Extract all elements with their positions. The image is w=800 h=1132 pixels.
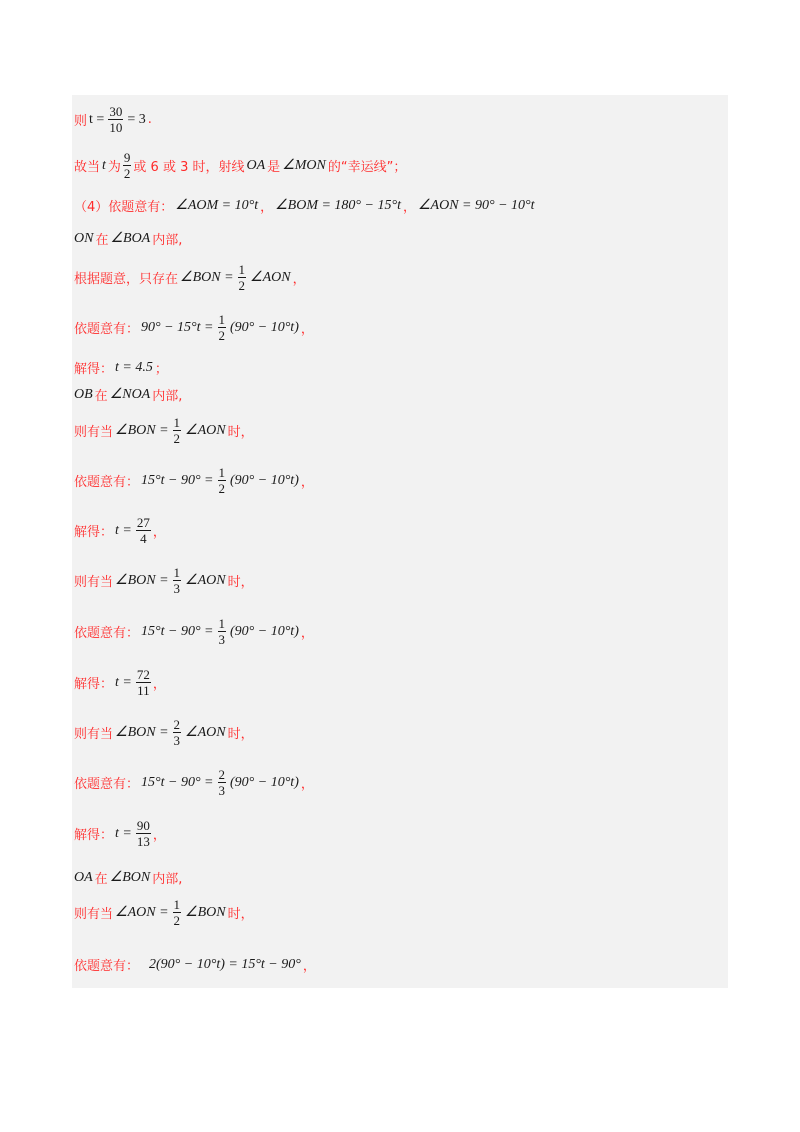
solution-line-19 xyxy=(74,897,254,928)
text: 则有当 xyxy=(74,575,114,590)
solution-line-6 xyxy=(74,312,314,343)
fraction: $\frac{1}{3}$ xyxy=(218,616,225,647)
text: ， xyxy=(300,322,314,337)
math-expr: ∠BON = xyxy=(115,423,169,438)
solution-line-14 xyxy=(74,667,166,698)
text: 时， xyxy=(227,727,254,742)
text: 时， xyxy=(227,907,254,922)
text: 时， xyxy=(227,425,254,440)
math-expr: OA xyxy=(246,157,266,173)
text: 依题意有： xyxy=(74,626,140,641)
fraction: $\frac{2}{3}$ xyxy=(173,717,181,748)
text: 解得： xyxy=(74,525,114,540)
text: ， xyxy=(152,525,166,540)
text: 为 xyxy=(107,160,121,175)
solution-line-18 xyxy=(74,868,182,887)
fraction: $\frac{1}{2}$ xyxy=(218,312,225,343)
solution-line-13 xyxy=(74,616,314,647)
text: 解得： xyxy=(74,677,114,692)
text: 依题意有： xyxy=(74,475,140,490)
text: ， xyxy=(300,626,314,641)
text: 内部, xyxy=(152,233,183,248)
text: 在 xyxy=(94,872,108,887)
solution-line-16 xyxy=(74,767,314,798)
text: 则 xyxy=(74,114,88,129)
fraction: $\frac{1}{3}$ xyxy=(173,565,181,596)
solution-line-5 xyxy=(74,262,306,293)
math-expr: 90° − 15°t = xyxy=(141,319,214,335)
text: 则有当 xyxy=(74,425,114,440)
fraction: $\frac{72}{11}$ xyxy=(136,667,150,698)
text: ， xyxy=(292,272,306,287)
solution-line-20 xyxy=(74,955,316,974)
text: ， xyxy=(300,777,314,792)
math-expr: OA xyxy=(74,869,93,885)
fraction: $\frac{2}{3}$ xyxy=(218,767,225,798)
text: ， xyxy=(302,959,316,974)
math-expr: ∠AON = 90° − 10°t xyxy=(417,198,535,213)
text: ， xyxy=(260,200,274,215)
math-expr: ∠AON = xyxy=(115,905,169,920)
solution-line-1 xyxy=(74,104,152,135)
math-expr: t = 4.5 xyxy=(115,359,153,375)
math-expr: ∠AON xyxy=(250,270,291,285)
math-expr: (90° − 10°t) xyxy=(230,472,299,488)
math-expr: 2(90° − 10°t) = 15°t − 90° xyxy=(149,956,301,972)
text: 或 6 或 3 时，射线 xyxy=(133,160,245,175)
math-expr: 15°t − 90° = xyxy=(141,472,214,488)
text: ， xyxy=(152,828,166,843)
fraction: $\frac{9}{2}$ xyxy=(123,150,131,181)
math-expr: ∠AON xyxy=(185,573,226,588)
math-expr: 15°t − 90° = xyxy=(141,774,214,790)
text: 解得： xyxy=(74,828,114,843)
solution-line-15 xyxy=(74,717,254,748)
text: 是 xyxy=(267,160,281,175)
math-expr: = 3 xyxy=(127,111,146,127)
solution-line-10 xyxy=(74,465,314,496)
math-expr: ∠AON xyxy=(185,423,226,438)
solution-line-2 xyxy=(74,150,406,181)
math-expr: (90° − 10°t) xyxy=(230,774,299,790)
text: 在 xyxy=(95,233,109,248)
text: 的“幸运线”； xyxy=(327,160,407,175)
text: ， xyxy=(402,200,416,215)
text: 内部, xyxy=(152,389,183,404)
text: ， xyxy=(300,475,314,490)
text: 依题意有： xyxy=(74,322,140,337)
text: . xyxy=(147,112,152,127)
math-expr: ∠AON xyxy=(185,725,226,740)
solution-line-12 xyxy=(74,565,254,596)
text: 根据题意，只存在 xyxy=(74,272,179,287)
fraction: $\frac{1}{2}$ xyxy=(173,897,181,928)
math-expr: ∠MON xyxy=(282,158,326,173)
math-expr: ∠BON = xyxy=(115,725,169,740)
text: 依题意有： xyxy=(74,959,140,974)
fraction: $\frac{1}{2}$ xyxy=(173,415,181,446)
text: 在 xyxy=(94,389,108,404)
fraction: $\frac{90}{13}$ xyxy=(136,818,150,849)
solution-line-3 xyxy=(74,196,537,215)
math-expr: t = xyxy=(115,674,132,690)
text: ， xyxy=(152,677,166,692)
math-expr: ∠NOA xyxy=(109,387,151,402)
solution-line-4 xyxy=(74,229,182,248)
math-expr: t = xyxy=(115,522,132,538)
text: 内部, xyxy=(152,872,183,887)
math-expr: 15°t − 90° = xyxy=(141,623,214,639)
solution-line-9 xyxy=(74,415,254,446)
math-expr: t xyxy=(102,157,106,173)
math-expr: t = xyxy=(89,111,105,127)
text: （4）依题意有： xyxy=(74,200,174,215)
math-expr: (90° − 10°t) xyxy=(230,319,299,335)
math-expr: ∠BON = xyxy=(115,573,169,588)
text: 依题意有： xyxy=(74,777,140,792)
math-expr: (90° − 10°t) xyxy=(230,623,299,639)
math-expr: ∠BON xyxy=(109,870,151,885)
math-expr: t = xyxy=(115,825,132,841)
solution-line-11 xyxy=(74,515,166,546)
solution-line-8 xyxy=(74,385,182,404)
text: 则有当 xyxy=(74,727,114,742)
math-expr: ∠BOM = 180° − 15°t xyxy=(275,198,401,213)
math-expr: ∠BON = xyxy=(180,270,234,285)
text: 故当 xyxy=(74,160,101,175)
solution-line-7 xyxy=(74,358,168,377)
math-expr: ∠BOA xyxy=(110,231,151,246)
text: 解得： xyxy=(74,362,114,377)
fraction: $\frac{1}{2}$ xyxy=(218,465,225,496)
math-expr: OB xyxy=(74,386,93,402)
text: 时， xyxy=(227,575,254,590)
math-expr: ∠AOM = 10°t xyxy=(175,198,259,213)
math-expr: ∠BON xyxy=(185,905,226,920)
math-expr: ON xyxy=(74,230,94,246)
text: ； xyxy=(154,362,168,377)
fraction: $\frac{1}{2}$ xyxy=(238,262,246,293)
text: 则有当 xyxy=(74,907,114,922)
fraction: $\frac{30}{10}$ xyxy=(109,104,123,135)
solution-line-17 xyxy=(74,818,166,849)
fraction: $\frac{27}{4}$ xyxy=(136,515,150,546)
